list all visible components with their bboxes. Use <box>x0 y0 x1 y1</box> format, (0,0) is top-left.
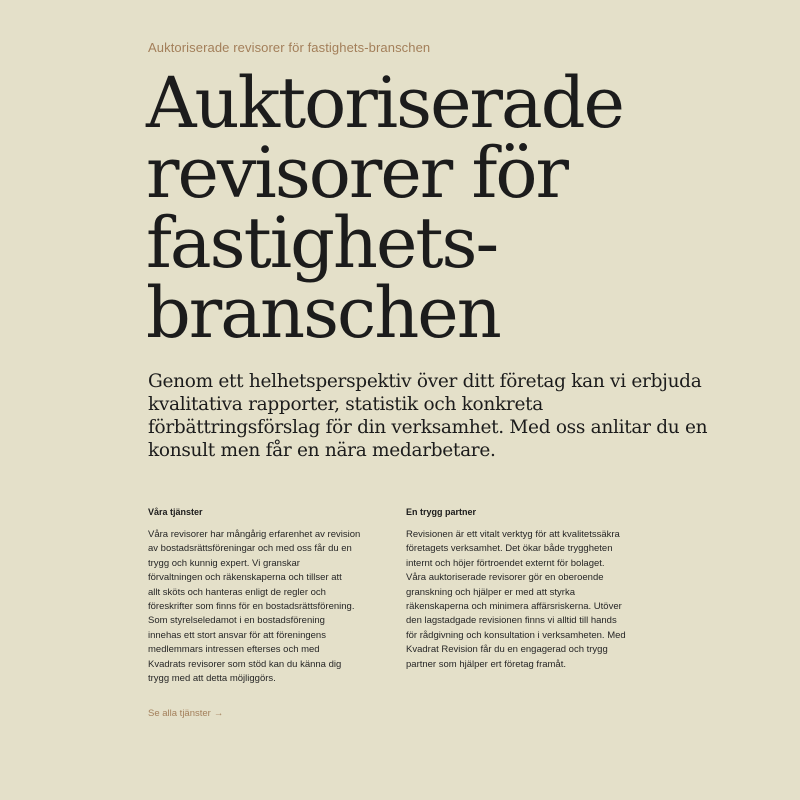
partner-line: räkenskaperna och minimera affärsriskerna. Utöver <box>406 601 622 613</box>
partner-line: Revisionen är ett vitalt verktyg för att kvalitetssäkra <box>406 529 620 540</box>
services-section <box>148 506 398 686</box>
partner-line: Våra auktoriserade revisorer gör en oberoende <box>406 572 604 584</box>
lead-line: konsult men får en nära medarbetare. <box>148 440 496 461</box>
title-line: fastighets- <box>146 202 498 284</box>
lead-line: förbättringsförslag för din verksamhet. Med oss anlitar du en <box>148 417 708 438</box>
services-line: medlemmars intressen efterses och med <box>148 644 320 656</box>
lead-line: kvalitativa rapporter, statistik och konkreta <box>148 394 543 415</box>
lead-line: Genom ett helhetsperspektiv över ditt företag kan vi erbjuda <box>148 371 702 392</box>
see-all-services-link[interactable] <box>148 708 223 719</box>
services-line: allt sköts och hanteras enligt de regler och <box>148 586 326 598</box>
services-line: trygg och kunnig expert. Vi granskar <box>148 557 300 569</box>
services-line: föreskrifter som finns för en bostadsrättsförening. <box>148 601 355 613</box>
see-all-services-label: Se alla tjänster <box>148 708 211 719</box>
services-line: förvaltningen och räkenskaperna och tillser att <box>148 572 342 584</box>
partner-line: företagets verksamhet. Det ökar både tryggheten <box>406 543 613 555</box>
services-line: Som styrelseledamot i en bostadsförening <box>148 615 325 627</box>
services-line: Kvadrats revisorer som stöd kan du känna dig <box>148 658 342 670</box>
services-text <box>148 528 398 686</box>
lead-paragraph <box>148 370 788 462</box>
title-line: branschen <box>146 272 500 354</box>
services-line: av bostadsrättsföreningar och med oss får du en <box>148 543 352 555</box>
services-heading: Våra tjänster <box>148 507 203 517</box>
partner-line: partner som hjälper ert företag framåt. <box>406 658 566 670</box>
services-line: trygg med att detta möjliggörs. <box>148 673 276 685</box>
services-line: innehas ett stort ansvar för att föreningens <box>148 629 326 641</box>
eyebrow-label: Auktoriserade revisorer för fastighets-branschen <box>148 40 431 55</box>
title-line: revisorer för <box>146 132 568 214</box>
page-title <box>146 62 786 354</box>
arrow-right-icon: → <box>213 708 224 719</box>
title-line: Auktoriserade <box>146 62 623 144</box>
partner-line: granskning och hjälper er med att styrka <box>406 586 575 598</box>
partner-line: Kvadrat Revision får du en engagerad och trygg <box>406 644 608 656</box>
partner-line: för rådgivning och konsultation i verksamheten. Med <box>406 629 626 641</box>
partner-text <box>406 528 656 672</box>
services-line: Våra revisorer har mångårig erfarenhet av revision <box>148 529 361 540</box>
partner-section <box>406 506 656 672</box>
partner-line: internt och höjer förtroendet externt för bolaget. <box>406 557 605 569</box>
partner-heading: En trygg partner <box>406 507 477 517</box>
partner-line: den lagstadgade revisionen finns vi alltid till hands <box>406 615 617 627</box>
